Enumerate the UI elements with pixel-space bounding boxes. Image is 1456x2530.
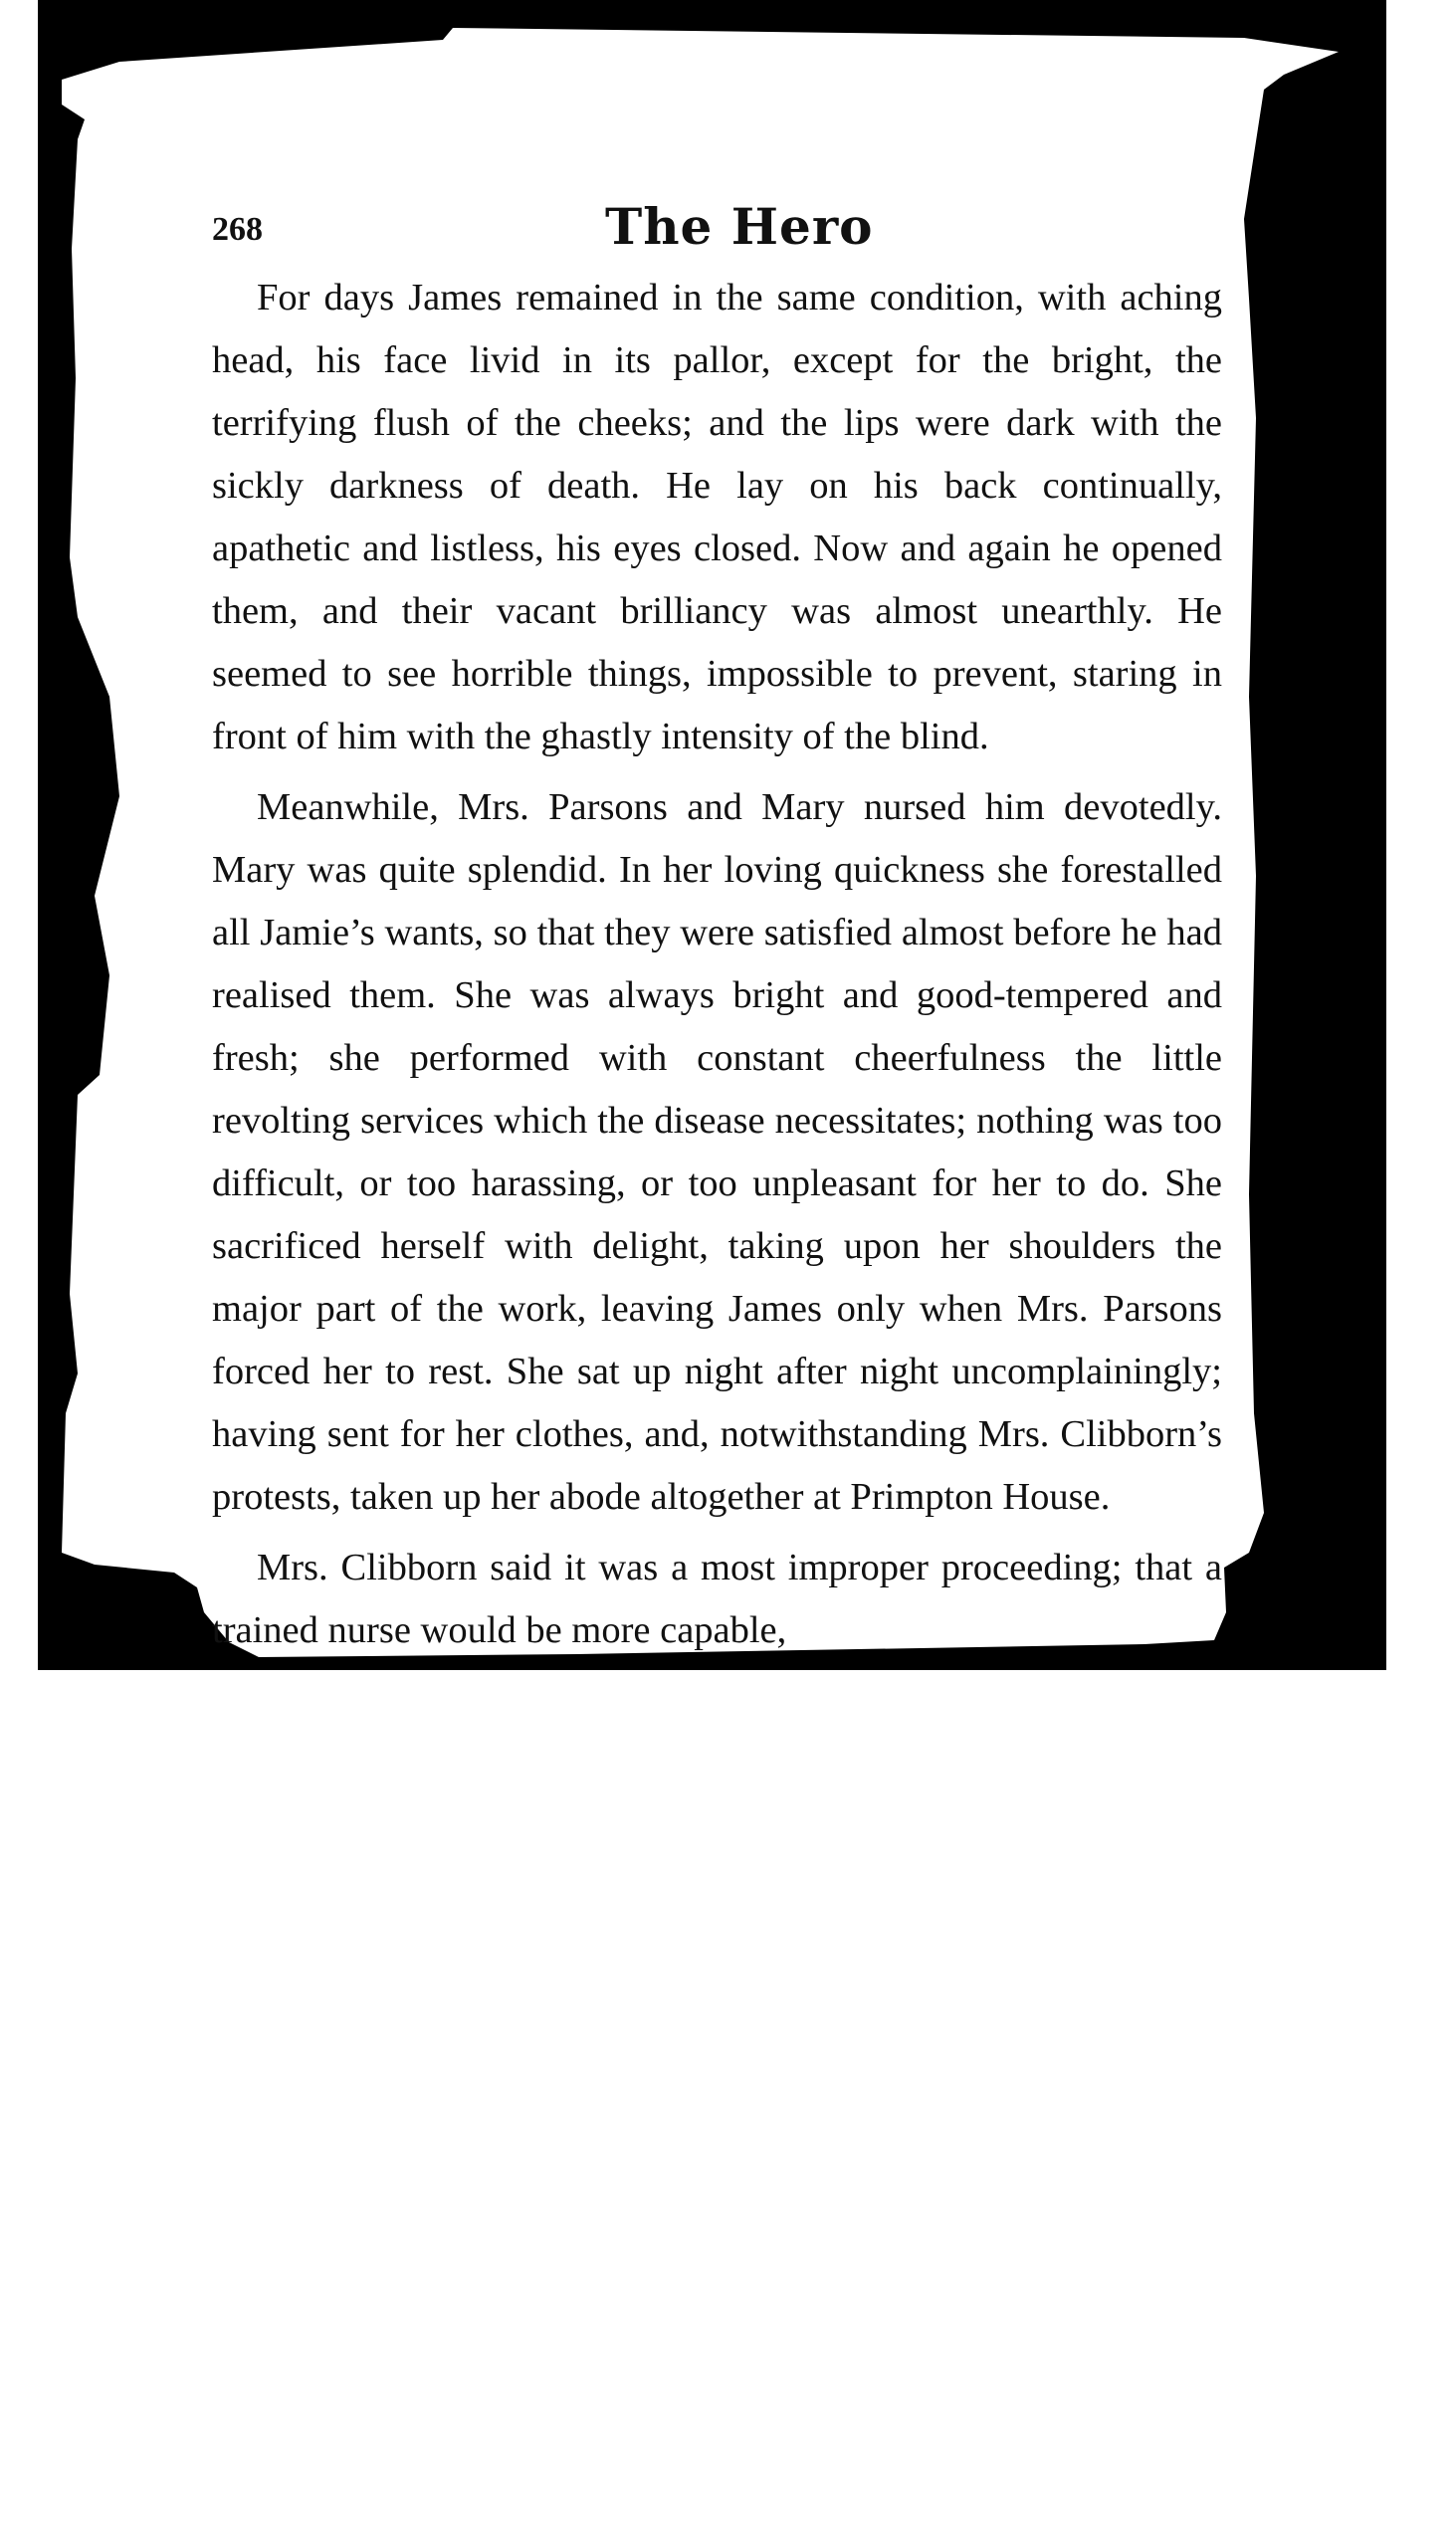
body-text (212, 267, 1222, 1662)
paragraph: For days James remained in the same condition, with aching head, his face livid in its pallor, except for the bright, the terrifying flush of the cheeks; and the lips were dark with the sickly darkness of death. He lay on his back continually, apathetic and listless, his eyes closed. Now and again he opened them, and their vacant brilliancy was almost unearthly. He seemed to see horrible things, impossible to prevent, staring in front of him with the ghastly intensity of the blind. (212, 277, 1222, 757)
running-title: The Hero (605, 197, 874, 256)
paragraph: Mrs. Clibborn said it was a most improper proceeding; that a trained nurse would be more capable, (212, 1547, 1222, 1651)
running-head (212, 197, 1222, 267)
page-number: 268 (212, 211, 263, 248)
page-content (212, 197, 1222, 1670)
paragraph: Meanwhile, Mrs. Parsons and Mary nursed him devotedly. Mary was quite splendid. In her loving quickness she forestalled all Jamie’s wants, so that they were satisfied almost before he had realised them. She was always bright and good-tempered and fresh; she performed with constant cheerfulness the little revolting services which the disease necessitates; nothing was too difficult, or too harassing, or too unpleasant for her to do. She sacrificed herself with delight, taking upon her shoulders the major part of the work, leaving James only when Mrs. Parsons forced her to rest. She sat up night after night uncomplainingly; having sent for her clothes, and, notwithstanding Mrs. Clibborn’s protests, taken up her abode altogether at Primpton House. (212, 786, 1222, 1518)
